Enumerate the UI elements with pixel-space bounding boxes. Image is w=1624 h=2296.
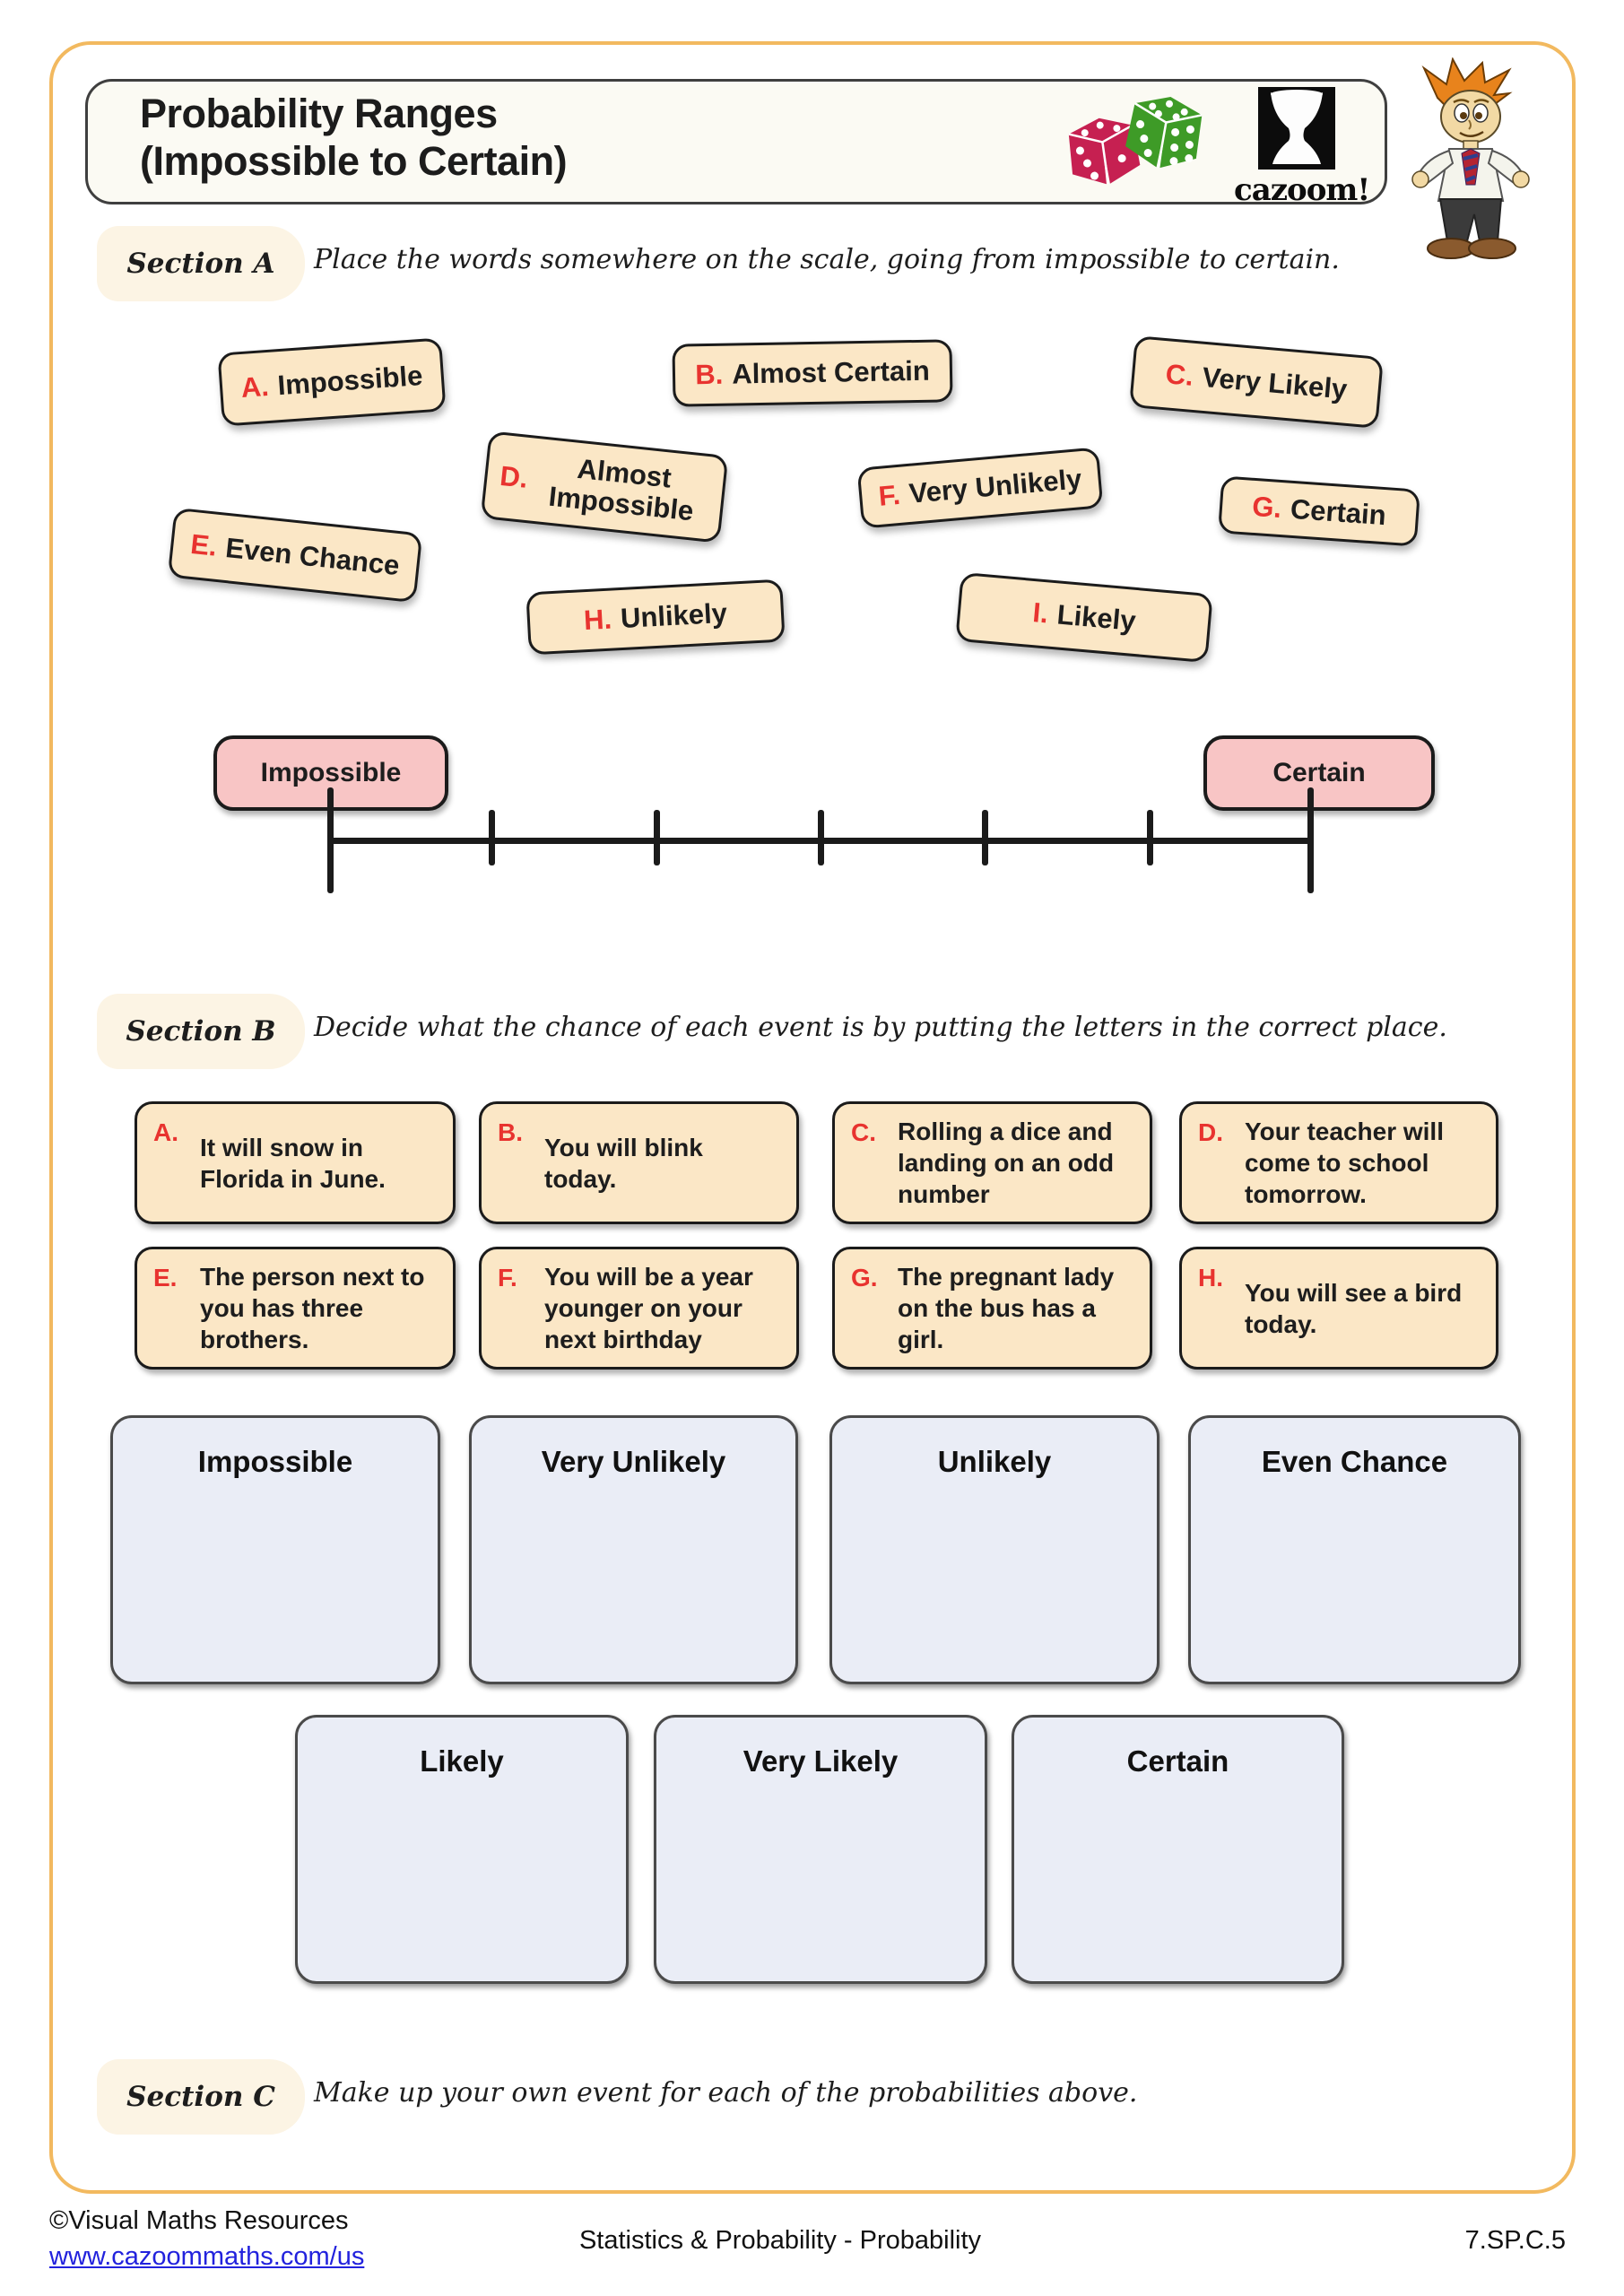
category-box-very-unlikely: Very Unlikely xyxy=(469,1415,798,1684)
event-letter: H. xyxy=(1198,1264,1223,1292)
cazoom-logo-text: cazoom! xyxy=(1234,172,1370,208)
category-box-very-likely: Very Likely xyxy=(654,1715,987,1984)
event-card-b xyxy=(479,1101,799,1224)
event-letter: B. xyxy=(498,1118,523,1146)
event-card-d xyxy=(1179,1101,1498,1224)
footer-copyright: ©Visual Maths Resources xyxy=(49,2206,349,2235)
word-card-impossible xyxy=(217,337,446,426)
event-text: Your teacher will come to school tomorrow. xyxy=(1245,1118,1444,1208)
section-b-label: Section B xyxy=(97,994,305,1069)
event-letter: G. xyxy=(851,1264,878,1292)
category-box-unlikely: Unlikely xyxy=(829,1415,1159,1684)
word-card-unlikely xyxy=(525,579,785,656)
header-banner xyxy=(85,79,1387,208)
probability-number-line xyxy=(327,787,1314,913)
word-card-letter: F. xyxy=(877,478,902,512)
word-card-almost-certain xyxy=(672,339,952,406)
event-letter: C. xyxy=(851,1118,876,1146)
event-card-e xyxy=(135,1247,456,1370)
cazoom-vase-icon xyxy=(1257,87,1336,170)
scale-certain-box: Certain xyxy=(1203,735,1435,811)
event-card-c xyxy=(832,1101,1152,1224)
section-c-label: Section C xyxy=(97,2059,305,2135)
word-card-letter: B. xyxy=(694,358,724,391)
word-card-letter: E. xyxy=(188,527,219,562)
section-a-instruction: Place the words somewhere on the scale, going from impossible to certain. xyxy=(314,244,1340,275)
word-card-letter: G. xyxy=(1251,490,1283,524)
number-line-tick xyxy=(327,787,334,893)
word-card-letter: C. xyxy=(1164,358,1195,392)
section-c-instruction: Make up your own event for each of the probabilities above. xyxy=(314,2077,1138,2109)
page-title xyxy=(140,91,567,185)
event-letter: E. xyxy=(153,1264,178,1292)
word-card-text: Unlikely xyxy=(620,596,728,634)
mascot-character xyxy=(1397,57,1545,265)
word-card-letter: A. xyxy=(239,370,270,404)
number-line-tick xyxy=(1307,787,1314,893)
word-card-text: Almost Impossible xyxy=(547,452,696,527)
event-text: The pregnant lady on the bus has a girl. xyxy=(898,1263,1115,1353)
event-text: Rolling a dice and landing on an odd number xyxy=(898,1118,1115,1208)
word-card-text: Certain xyxy=(1289,492,1387,532)
word-card-text: Very Likely xyxy=(1201,361,1349,405)
number-line-tick xyxy=(489,810,495,865)
event-card-a xyxy=(135,1101,456,1224)
event-letter: F. xyxy=(498,1264,517,1292)
event-letter: A. xyxy=(153,1118,178,1146)
event-text: It will snow in Florida in June. xyxy=(200,1133,386,1193)
category-box-even-chance: Even Chance xyxy=(1188,1415,1521,1684)
category-box-certain: Certain xyxy=(1012,1715,1344,1984)
event-card-h xyxy=(1179,1247,1498,1370)
event-text: You will see a bird today. xyxy=(1245,1278,1463,1338)
event-text: You will be a year younger on your next birthday xyxy=(544,1263,753,1353)
event-card-g xyxy=(832,1247,1152,1370)
word-card-text: Likely xyxy=(1055,598,1137,638)
event-letter: D. xyxy=(1198,1118,1223,1146)
event-card-f xyxy=(479,1247,799,1370)
category-box-impossible: Impossible xyxy=(110,1415,440,1684)
footer-website-link[interactable]: www.cazoommaths.com/us xyxy=(49,2242,365,2271)
footer-standard-code: 7.SP.C.5 xyxy=(1464,2226,1566,2255)
number-line-tick xyxy=(982,810,988,865)
category-box-likely: Likely xyxy=(295,1715,629,1984)
number-line-tick xyxy=(1147,810,1153,865)
scale-impossible-box: Impossible xyxy=(213,735,448,811)
word-card-letter: D. xyxy=(498,459,530,494)
footer-topic: Statistics & Probability - Probability xyxy=(578,2226,982,2255)
word-card-letter: H. xyxy=(583,603,613,637)
word-card-letter: I. xyxy=(1031,596,1050,630)
word-card-text: Impossible xyxy=(276,359,424,402)
event-text: You will blink today. xyxy=(544,1133,703,1193)
number-line-tick xyxy=(654,810,660,865)
section-b-instruction: Decide what the chance of each event is by putting the letters in the correct place. xyxy=(314,1012,1447,1043)
event-text: The person next to you has three brothers. xyxy=(200,1263,425,1353)
dice-icons xyxy=(1056,89,1213,201)
cazoom-logo xyxy=(1234,87,1370,208)
page-title-line2: (Impossible to Certain) xyxy=(140,137,568,184)
word-card-text: Very Unlikely xyxy=(908,463,1083,509)
number-line-tick xyxy=(818,810,824,865)
word-card-text: Almost Certain xyxy=(731,354,931,390)
word-card-text: Even Chance xyxy=(223,531,402,582)
section-a-label: Section A xyxy=(97,226,305,301)
page-title-line1: Probability Ranges xyxy=(140,91,498,136)
